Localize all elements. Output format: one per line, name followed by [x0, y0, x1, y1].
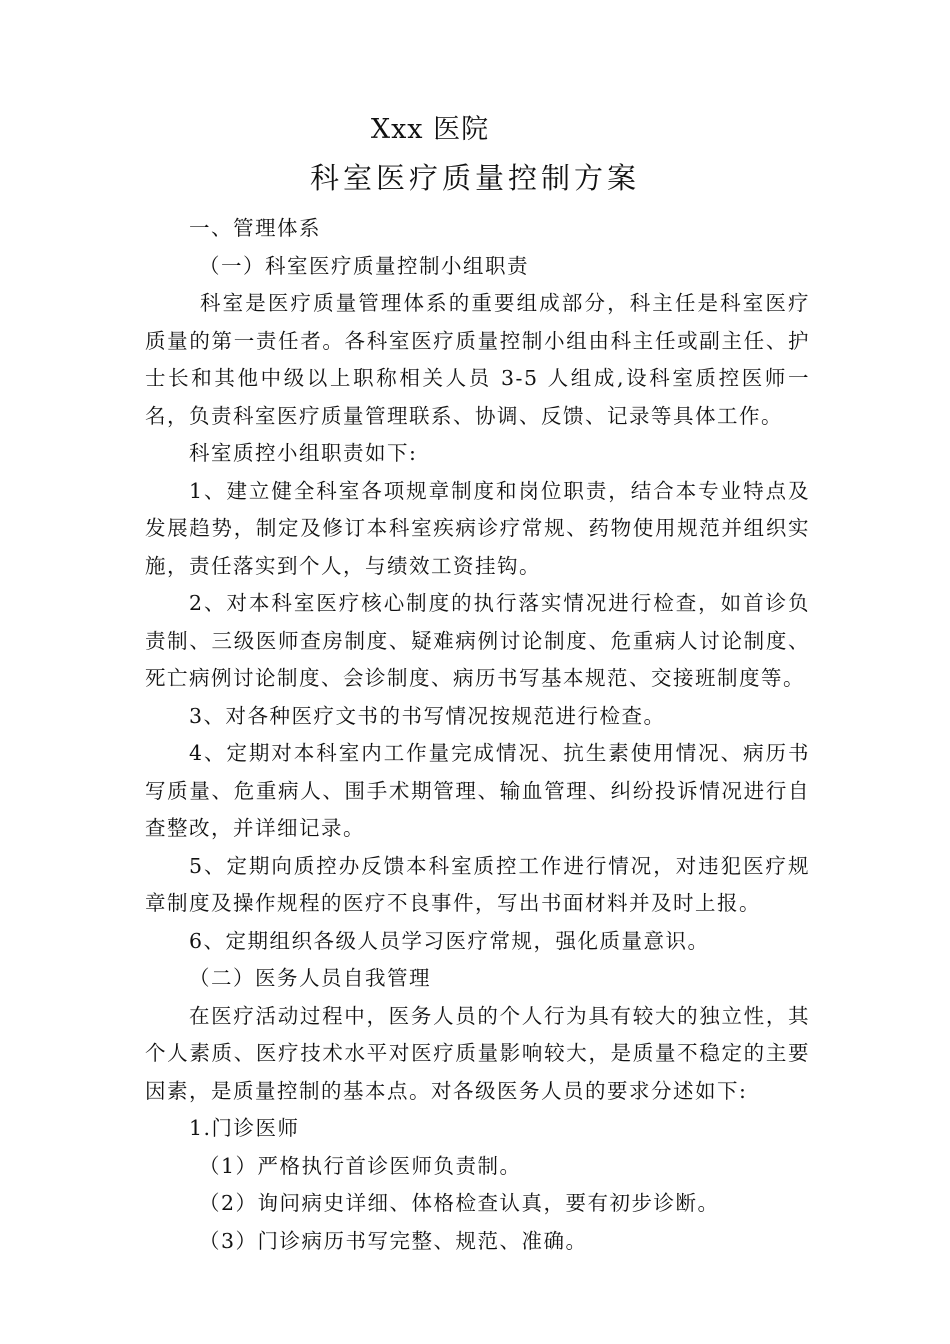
- section-heading-1: 一、管理体系: [189, 216, 321, 240]
- duty-item: 3、对各种医疗文书的书写情况按规范进行检查。: [189, 703, 666, 728]
- document-title: 科室医疗质量控制方案: [309, 161, 640, 195]
- paragraph-team-composition: 科室是医疗质量管理体系的重要组成部分，科主任是科室医疗质量的第一责任者。各科室医疗质量控制小组由科主任或副主任、护士长和其他中级以上职称相关人员 3-5 人组成,设科室质控医师一名，负责科室医疗质量管理联系、协调、反馈、记录等具体工作。: [145, 291, 810, 428]
- duty-item: 5、定期向质控办反馈本科室质控工作进行情况，对违犯医疗规章制度及操作规程的医疗不良事件，写出书面材料并及时上报。: [145, 853, 810, 915]
- duty-item: 1、建立健全科室各项规章制度和岗位职责，结合本专业特点及发展趋势，制定及修订本科室疾病诊疗常规、药物使用规范并组织实施，责任落实到个人，与绩效工资挂钩。: [145, 478, 810, 578]
- duty-item: 4、定期对本科室内工作量完成情况、抗生素使用情况、病历书写质量、危重病人、围手术期管理、输血管理、纠纷投诉情况进行自查整改，并详细记录。: [145, 741, 810, 840]
- outpatient-item: （2）询问病史详细、体格检查认真，要有初步诊断。: [199, 1191, 720, 1215]
- document-body: [145, 210, 810, 1260]
- duty-item: 6、定期组织各级人员学习医疗常规，强化质量意识。: [189, 928, 710, 953]
- duties-intro: 科室质控小组职责如下:: [189, 441, 418, 465]
- subsection-heading-1: （一）科室医疗质量控制小组职责: [199, 253, 529, 278]
- hospital-name: Xxx 医院: [370, 114, 490, 145]
- subsection-heading-2: （二）医务人员自我管理: [189, 966, 431, 990]
- outpatient-item: （3）门诊病历书写完整、规范、准确。: [199, 1228, 588, 1253]
- paragraph-self-management: 在医疗活动过程中，医务人员的个人行为具有较大的独立性，其个人素质、医疗技术水平对医疗质量影响较大，是质量不稳定的主要因素，是质量控制的基本点。对各级医务人员的要求分述如下:: [145, 1003, 810, 1103]
- outpatient-item: （1）严格执行首诊医师负责制。: [199, 1153, 522, 1178]
- duty-item: 2、对本科室医疗核心制度的执行落实情况进行检查，如首诊负责制、三级医师查房制度、疑难病例讨论制度、危重病人讨论制度、死亡病例讨论制度、会诊制度、病历书写基本规范、交接班制度等。: [145, 591, 810, 690]
- outpatient-heading: 1.门诊医师: [189, 1116, 300, 1140]
